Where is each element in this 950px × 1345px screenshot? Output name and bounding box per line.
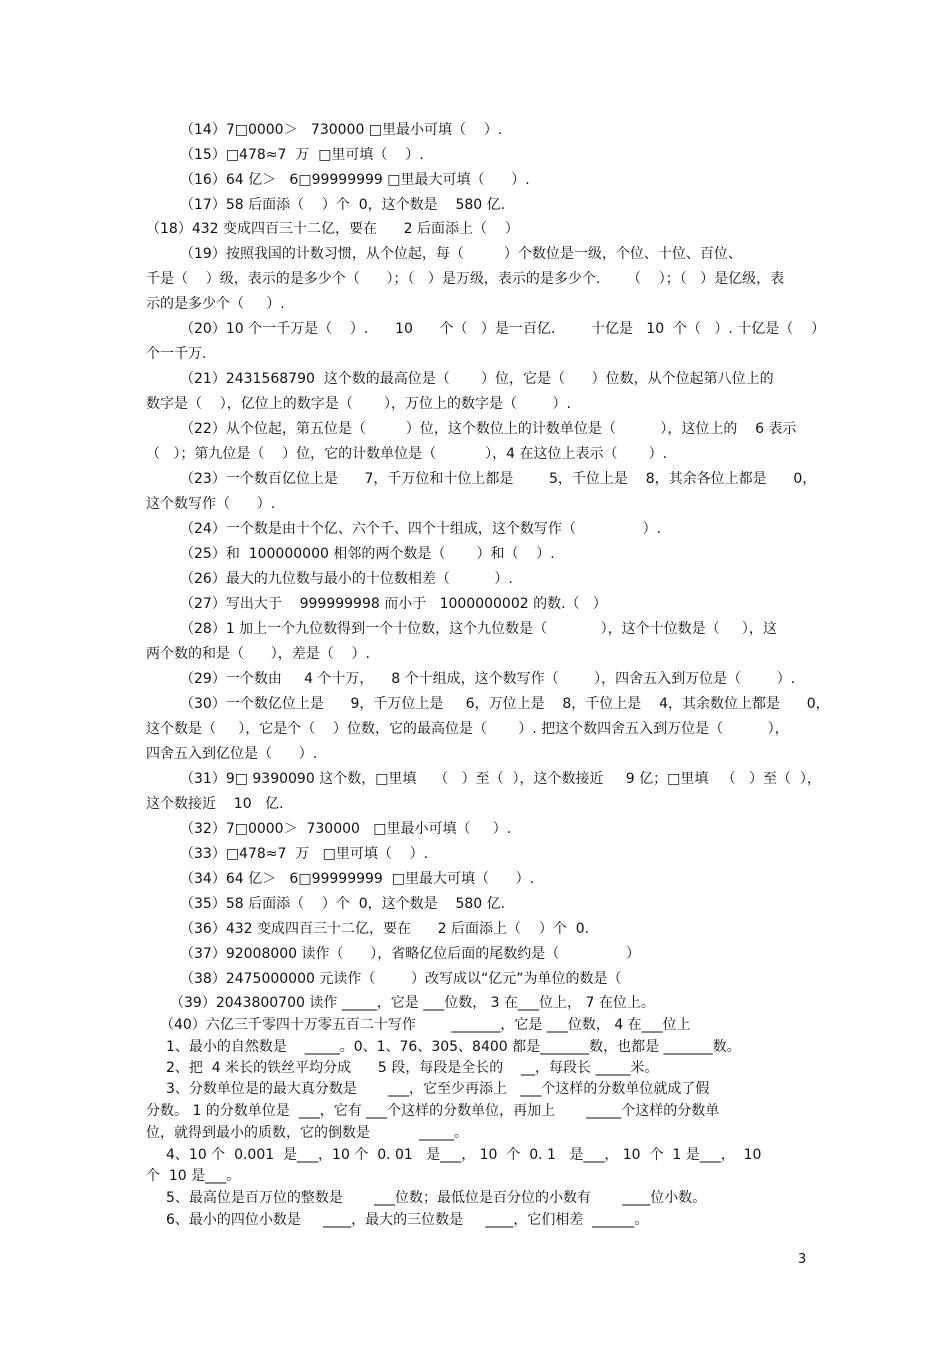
- problem-line: （14）7□0000＞ 730000 □里最小可填（ ）.: [180, 122, 503, 138]
- problem-line: （33）□478≈7 万 □里可填（ ）.: [180, 846, 429, 862]
- problem-line: （38）2475000000 元读作（ ）改写成以“亿元”为单位的数是（: [180, 971, 622, 987]
- problem-line: （35）58 后面添（ ）个 0，这个数是 580 亿.: [180, 896, 506, 912]
- problem-line: （27）写出大于 999999998 而小于 1000000002 的数.（ ）: [180, 596, 607, 612]
- problem-line-continuation: 千是（ ）级，表示的是多少个（ ）；（ ）是万级，表示的是多少个. （ ）；（ ）是亿级，表: [146, 271, 785, 287]
- problem-line: （39）2043800700 读作 _____，它是 ___位数， 3 在___位上， 7 在位上。: [170, 995, 655, 1011]
- problem-line: 5、最高位是百万位的整数是 ___位数；最低位是百分位的小数有 ____位小数。: [166, 1190, 707, 1206]
- problem-line-continuation: 四舍五入到亿位是（ ）.: [146, 746, 318, 762]
- problem-line: （20）10 个一千万是（ ）. 10 个（ ）是一百亿. 十亿是 10 个（ ）. 十亿是（ ）: [180, 321, 826, 337]
- problem-line: （23）一个数百亿位上是 7，千万位和十位上都是 5，千位上是 8，其余各位上都是 0，: [180, 471, 817, 487]
- problem-line: （28）1 加上一个九位数得到一个十位数，这个九位数是（ ），这个十位数是（ ），这: [180, 621, 777, 637]
- problem-line: （30）一个数亿位上是 9，千万位上是 6，万位上是 8，千位上是 4，其余数位上都是 0，: [180, 696, 830, 712]
- problem-line-continuation: 示的是多少个（ ）.: [146, 296, 285, 312]
- problem-line-continuation: 这个数写作（ ）.: [146, 496, 276, 512]
- problem-line-continuation: 数字是（ ），亿位上的数字是（ ），万位上的数字是（ ）.: [146, 396, 572, 412]
- problem-line-continuation: （ ）；第九位是（ ）位，它的计数单位是（ ），4 在这位上表示（ ）.: [146, 446, 668, 462]
- problem-line: 1、最小的自然数是 _____。0、1、76、305、8400 都是_______数，也都是 _______数。: [166, 1039, 741, 1055]
- problem-line: （22）从个位起，第五位是（ ）位，这个数位上的计数单位是（ ），这位上的 6 表示: [180, 421, 797, 437]
- problem-line: 2、把 4 米长的铁丝平均分成 5 段，每段是全长的 __，每段长 _____米。: [166, 1060, 659, 1076]
- problem-line: （29）一个数由 4 个十万， 8 个十组成，这个数写作（ ），四舍五入到万位是（ ）.: [180, 671, 796, 687]
- problem-line-continuation: 分数。 1 的分数单位是 ___，它有 ___个这样的分数单位，再加上 _____个这样的分数单: [146, 1103, 720, 1119]
- problem-line: 4、10 个 0.001 是___，10 个 0. 01 是___， 10 个 0. 1 是___， 10 个 1 是___， 10: [166, 1147, 762, 1163]
- problem-line: （40）六亿三千零四十万零五百二十写作 _______，它是 ___位数， 4 在___位上: [160, 1017, 691, 1033]
- problem-line-continuation: 位，就得到最小的质数，它的倒数是 _____。: [146, 1125, 468, 1141]
- problem-line: （34）64 亿＞ 6□99999999 □里最大可填（ ）.: [180, 871, 535, 887]
- problem-line: （19）按照我国的计数习惯，从个位起，每（ ）个数位是一级，个位、十位、百位、: [180, 246, 742, 262]
- problem-line: 6、最小的四位小数是 ____，最大的三位数是 ____，它们相差 ______。: [166, 1212, 649, 1228]
- problem-line: （32）7□0000＞ 730000 □里最小可填（ ）.: [180, 821, 512, 837]
- problem-line: （25）和 100000000 相邻的两个数是（ ）和（ ）.: [180, 546, 555, 562]
- problem-line: （18）432 变成四百三十二亿，要在 2 后面添上（ ）: [146, 221, 519, 237]
- problem-line-continuation: 这个数接近 10 亿.: [146, 796, 284, 812]
- problem-line-continuation: 个 10 是___。: [146, 1168, 241, 1184]
- problem-line: 3、分数单位是的最大真分数是 ___，它至少再添上 ___个这样的分数单位就成了假: [166, 1081, 710, 1097]
- problem-line: （16）64 亿＞ 6□99999999 □里最大可填（ ）.: [180, 172, 530, 188]
- problem-line: （21）2431568790 这个数的最高位是（ ）位，它是（ ）位数，从个位起第八位上的: [180, 371, 774, 387]
- page-number: 3: [798, 1252, 807, 1267]
- problem-line-continuation: 两个数的和是（ ），差是（ ）.: [146, 646, 370, 662]
- problem-line: （17）58 后面添（ ）个 0，这个数是 580 亿.: [180, 197, 506, 213]
- problem-line: （36）432 变成四百三十二亿，要在 2 后面添上（ ）个 0.: [180, 921, 590, 937]
- problem-line: （24）一个数是由十个亿、六个千、四个十组成，这个数写作（ ）.: [180, 521, 662, 537]
- problem-line-continuation: 这个数是（ ），它是个（ ）位数，它的最高位是（ ）. 把这个数四舍五入到万位是（ ），: [146, 721, 789, 737]
- problem-line: （15）□478≈7 万 □里可填（ ）.: [180, 147, 424, 163]
- problem-line-continuation: 个一千万.: [146, 346, 207, 362]
- problem-line: （37）92008000 读作（ ），省略亿位后面的尾数约是（ ）: [180, 946, 640, 962]
- problem-line: （31）9□ 9390090 这个数，□里填 （ ）至（ ），这个数接近 9 亿；□里填 （ ）至（ ），: [180, 771, 821, 787]
- problem-line: （26）最大的九位数与最小的十位数相差（ ）.: [180, 571, 513, 587]
